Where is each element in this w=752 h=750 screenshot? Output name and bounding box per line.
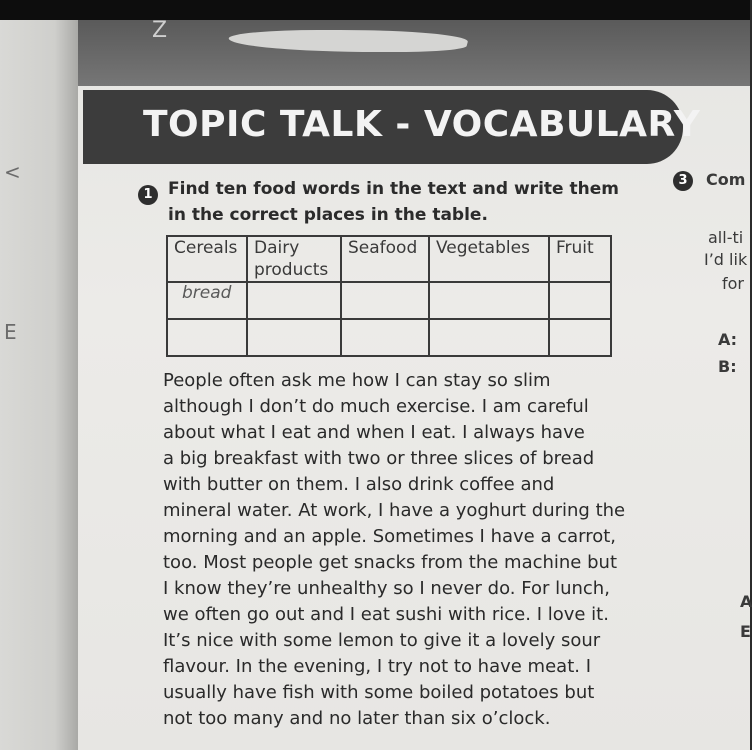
- left-page-mark: E: [4, 320, 17, 344]
- exercise-1-number: 1: [138, 185, 158, 205]
- passage-line: People often ask me how I can stay so slim: [163, 370, 551, 391]
- column-header-dairy: Dairy products: [247, 236, 341, 282]
- table-cell[interactable]: [429, 319, 549, 356]
- table-cell[interactable]: [247, 319, 341, 356]
- table-cell[interactable]: [247, 282, 341, 319]
- header-glyph: Z: [152, 18, 168, 43]
- exercise-1-instruction: [168, 176, 628, 228]
- passage-line: although I don’t do much exercise. I am careful: [163, 396, 589, 417]
- instruction-line: in the correct places in the table.: [168, 205, 488, 225]
- passage-line: too. Most people get snacks from the machine but: [163, 552, 617, 573]
- exercise-3-heading: Com: [706, 170, 746, 189]
- passage-line: we often go out and I eat sushi with rice. I love it.: [163, 604, 609, 625]
- passage-line: morning and an apple. Sometimes I have a carrot,: [163, 526, 617, 547]
- table-cell[interactable]: [167, 319, 247, 356]
- top-dark-strip: [0, 0, 750, 20]
- speaker-label: A:: [718, 330, 738, 349]
- textbook-page: [78, 20, 750, 750]
- table-cell[interactable]: [429, 282, 549, 319]
- speaker-label: E: [740, 622, 751, 641]
- column-header-fruit: Fruit: [549, 236, 611, 282]
- passage-line: usually have fish with some boiled potatoes but: [163, 682, 595, 703]
- column-header-cereals: Cereals: [167, 236, 247, 282]
- instruction-line: Find ten food words in the text and write them: [168, 179, 619, 199]
- table-cell[interactable]: [549, 319, 611, 356]
- vocabulary-table: [166, 235, 612, 357]
- table-header-row: [167, 236, 611, 282]
- reading-passage: [163, 368, 663, 732]
- header-decoration: [225, 30, 471, 52]
- left-page-edge: [0, 20, 78, 750]
- exercise-3-line: I’d lik: [704, 250, 748, 269]
- exercise-3-column: [668, 20, 750, 750]
- passage-line: flavour. In the evening, I try not to have meat. I: [163, 656, 592, 677]
- speaker-label: A: [740, 592, 752, 611]
- passage-line: I know they’re unhealthy so I never do. For lunch,: [163, 578, 610, 599]
- table-row: [167, 319, 611, 356]
- passage-line: It’s nice with some lemon to give it a lovely sour: [163, 630, 601, 651]
- passage-line: mineral water. At work, I have a yoghurt during the: [163, 500, 626, 521]
- header-photo-band: [78, 20, 750, 86]
- title-banner: [83, 90, 701, 164]
- passage-line: not too many and no later than six o’clock.: [163, 708, 551, 729]
- column-header-vegetables: Vegetables: [429, 236, 549, 282]
- table-cell[interactable]: [341, 319, 429, 356]
- column-header-seafood: Seafood: [341, 236, 429, 282]
- exercise-3-line: all-ti: [708, 228, 744, 247]
- table-cell[interactable]: [341, 282, 429, 319]
- exercise-3-number: 3: [673, 171, 693, 191]
- table-cell[interactable]: [549, 282, 611, 319]
- passage-line: a big breakfast with two or three slices of bread: [163, 448, 595, 469]
- speaker-label: B:: [718, 357, 737, 376]
- page-title: TOPIC TALK - VOCABULARY: [143, 104, 701, 145]
- passage-line: about what I eat and when I eat. I always have: [163, 422, 585, 443]
- left-page-mark: <: [4, 160, 21, 184]
- passage-line: with butter on them. I also drink coffee and: [163, 474, 555, 495]
- table-cell[interactable]: bread: [167, 282, 247, 319]
- exercise-3-line: for: [722, 274, 744, 293]
- table-row: [167, 282, 611, 319]
